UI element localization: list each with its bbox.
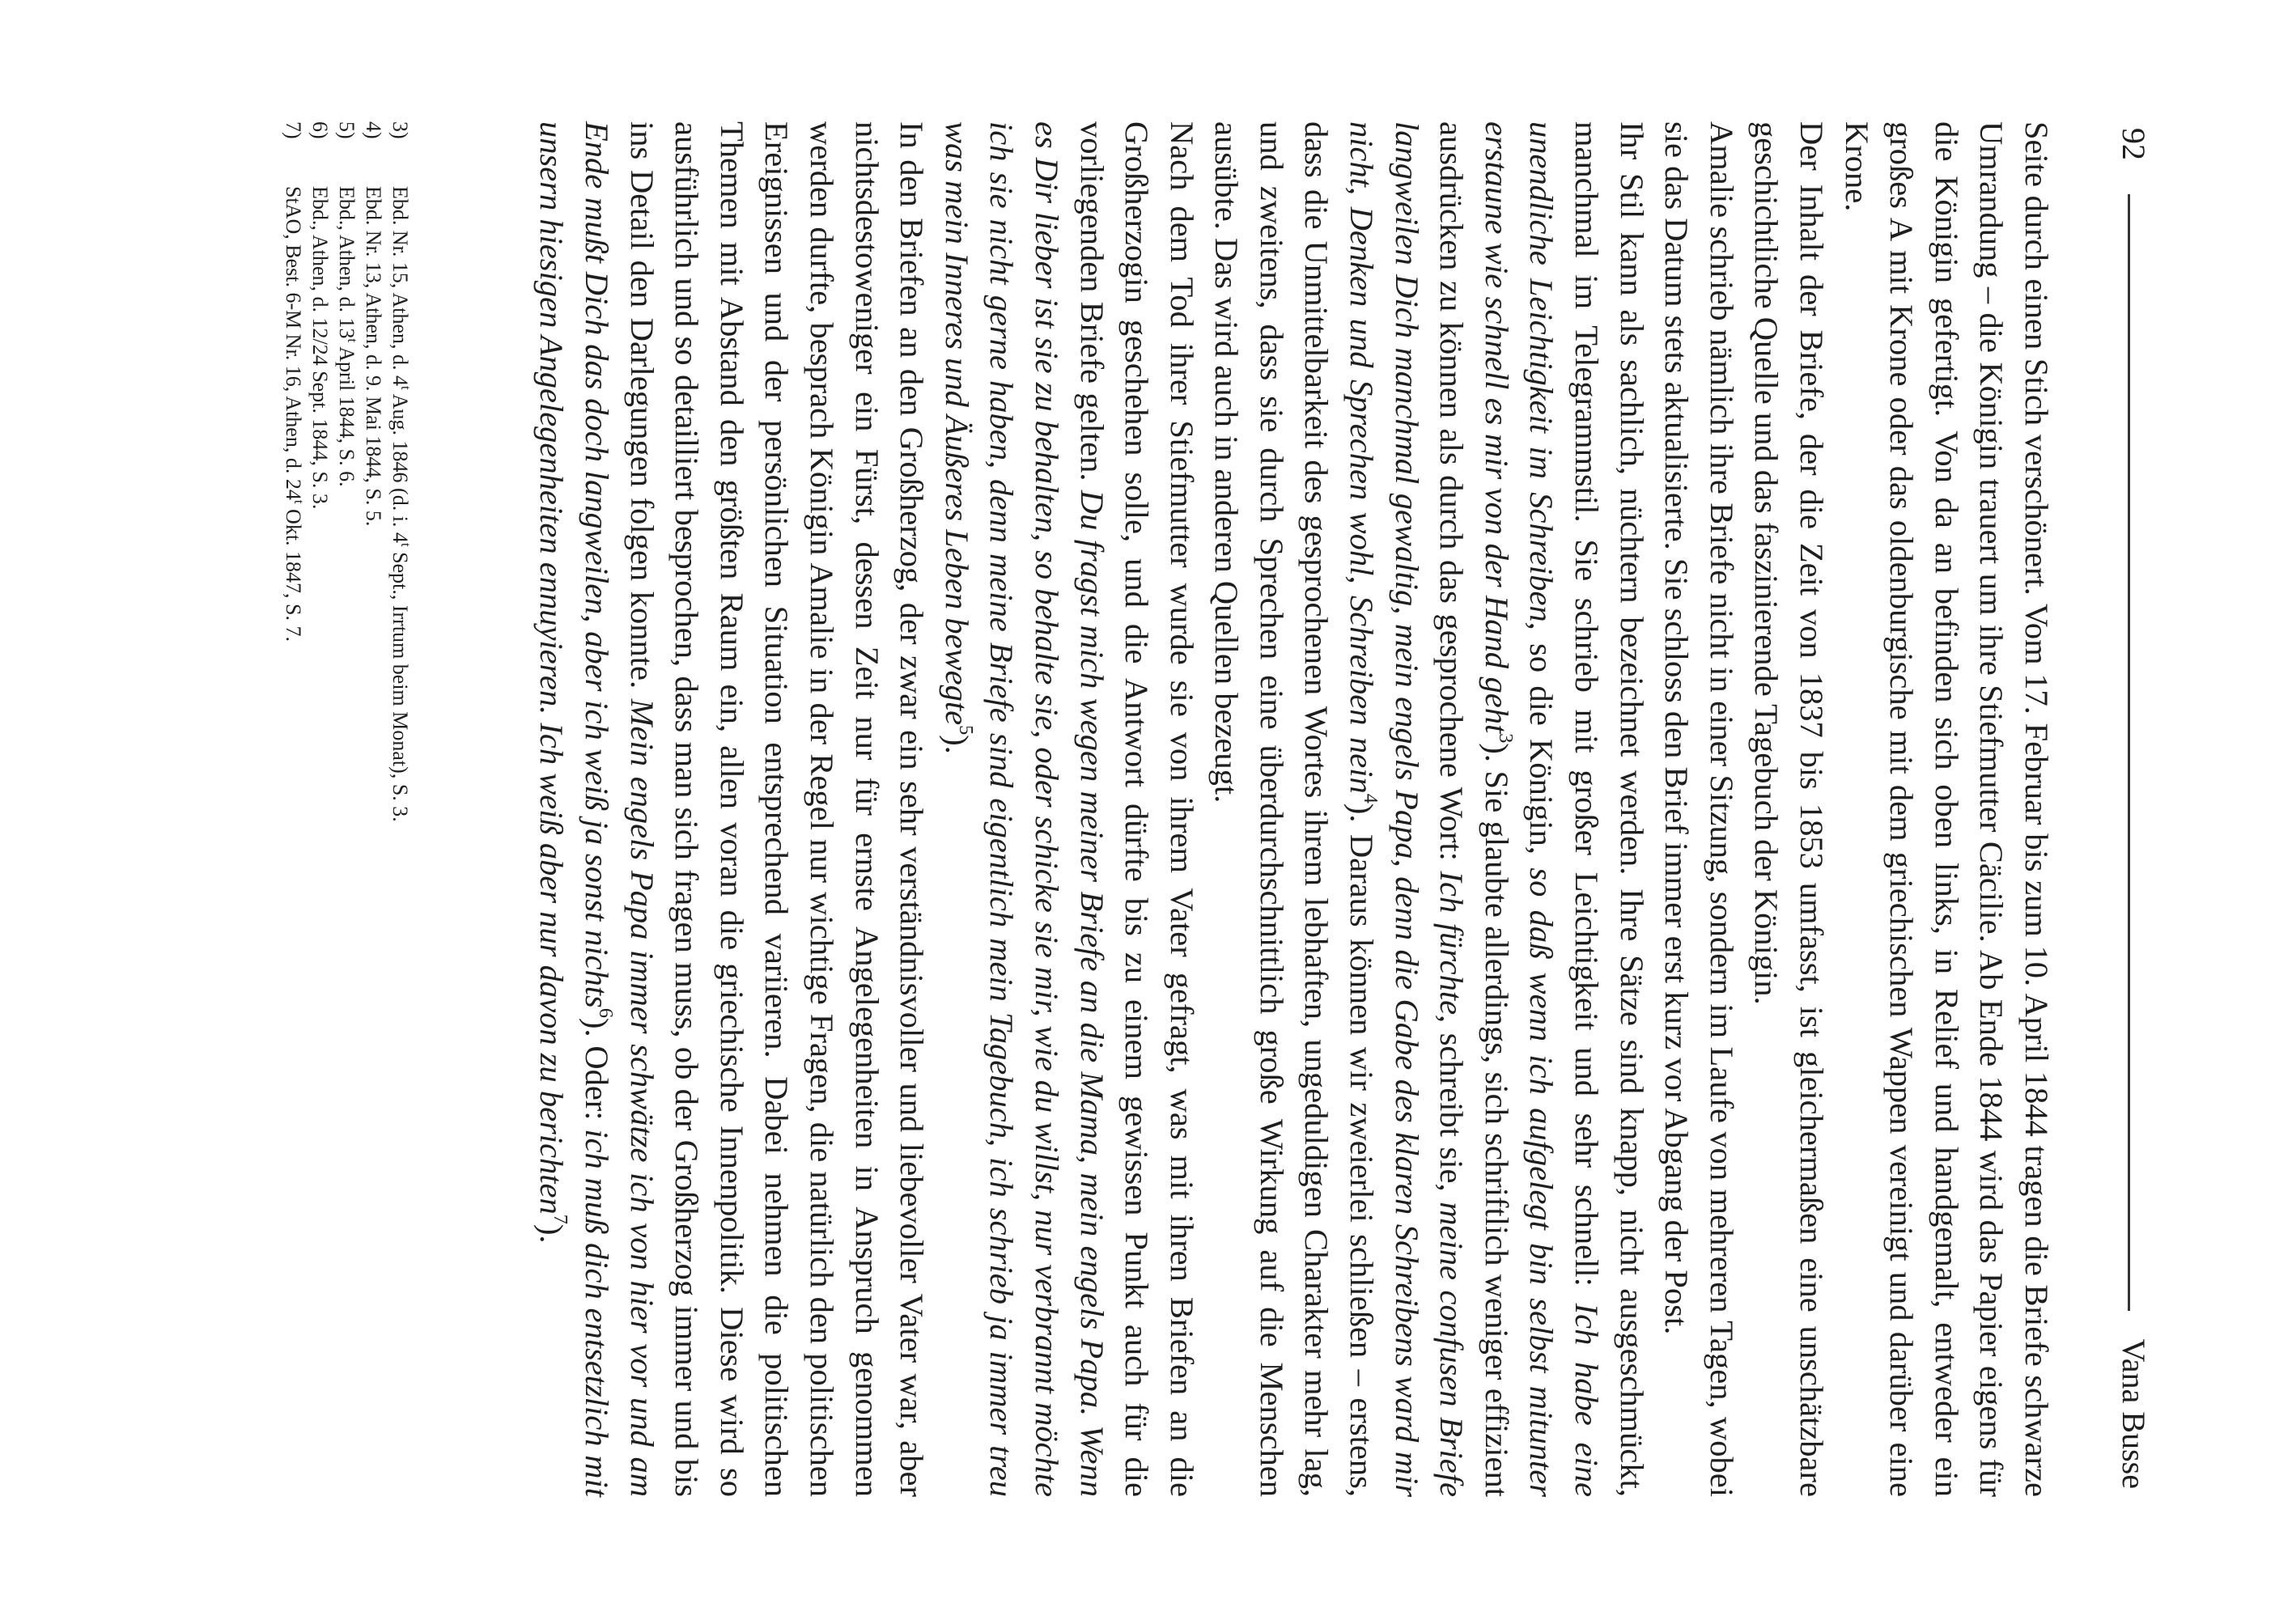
paragraph (1834, 121, 2059, 1497)
quoted-text: Ich fürchte, (1433, 871, 1471, 1024)
quoted-text: so daß wenn ich aufgelegt bin selbst mitunter erstaune wie schnell es mir von der Hand geht (1478, 121, 1560, 1497)
footnote-text (335, 186, 359, 487)
footnote-text (388, 186, 412, 822)
text-run: Sept., Irrtum beim Monat), S. 3. (388, 546, 412, 822)
running-head (2109, 121, 2158, 1497)
text-run: ). (938, 735, 975, 754)
text-run: April 1844, S. 6. (335, 342, 359, 487)
paragraph (1654, 121, 1744, 1497)
footnote-ref: 4 (1360, 793, 1382, 804)
running-head-author: Vana Busse (2116, 1338, 2152, 1489)
quoted-text: Du fragst mich wegen meiner Briefe an die Mama, mein engels Papa. Wenn es Dir lieber ist sie zu behalten, so behalte sie, oder schicke sie mir, wie du willst, nur verbrannt möchte ich sie nicht gerne haben, denn meine Briefe sind eigentlich mein Tagebuch, ich schrieb ja immer treu was mein Inneres und Äußeres Leben bewegte (938, 121, 1110, 1497)
footnote-number: 7) (282, 121, 305, 139)
footnote-ref: t (398, 386, 414, 390)
text-run: Ebd., Athen, d. 12/24 Sept. 1844, S. 3. (308, 186, 332, 510)
header-rule (2128, 194, 2130, 1311)
paragraph (529, 121, 934, 1497)
text-run: Amalie schrieb nämlich ihre Briefe nicht in einer Sitzung, sondern im Laufe von mehreren Tagen, wobei sie das Datum stets aktualisierte. Sie schloss den Brief immer erst kurz vor Abgang der Post. (1658, 121, 1740, 1497)
paragraph (1204, 121, 1654, 1497)
text-run: Nach dem Tod ihrer Stiefmutter wurde sie von ihrem Vater gefragt, was mit ihren Briefen an die Großherzogin geschehen solle, und die Antwort dürfte bis zu einem gewissen Punkt auch für die vorliegenden Briefe gelten. (1073, 121, 1200, 1497)
text-run: ). (533, 1223, 571, 1244)
text-run: In den Briefen an den Großherzog, der zwar ein sehr verständnisvoller und liebevoller Vater war, aber nichtsdestoweniger ein Fürst, dessen Zeit nur für ernste Angelegenheiten in Anspruch genommen werden durfte, besprach Königin Amalie in der Regel nur wichtige Fragen, die natürlich den politischen Ereignissen und der persönlichen Situation entsprechend variieren. Dabei nehmen die politischen Themen mit Abstand den größten Raum ein, allen voran die griechische Innenpolitik. Diese wird so ausführlich und so detailliert besprochen, dass man sich fragen muss, ob der Großherzog immer und bis ins Detail den Darlegungen folgen konnte. (623, 121, 931, 1497)
footnote-text (308, 186, 332, 509)
text-run: Ebd., Athen, d. 13 (335, 186, 359, 339)
footnote (360, 121, 387, 1497)
text-run: Aug. 1846 (d. i. 4 (388, 389, 412, 543)
footnote (307, 121, 333, 1497)
footnote-ref: 3 (1494, 733, 1517, 744)
quoted-text: Mein engels Papa immer schwätze ich von hier vor und am Ende mußt Dich das doch langweilen, aber ich weiß ja sonst nichts (579, 121, 660, 1497)
quoted-text: ich muß dich entsetzlich mit unsern hiesigen Angelegenheiten ennuyieren. Ich weiß aber nur davon zu berichten (533, 121, 615, 1497)
footnote-text (362, 186, 385, 526)
text-run: ). Oder: (579, 1017, 615, 1130)
footnote (280, 121, 307, 1497)
footnote-ref: t (398, 542, 414, 547)
footnote (387, 121, 414, 1497)
footnote-ref: 5 (954, 725, 977, 736)
paragraph (1744, 121, 1834, 1497)
footnote-number: 3) (388, 121, 412, 139)
text-run: ). Sie glaubte allerdings, sich schriftlich weniger effizient ausdrücken zu können als durch das gesprochene Wort: (1433, 121, 1515, 1497)
footnote-number: 6) (308, 121, 332, 139)
text-run: Ihr Stil kann als sachlich, nüchtern bezeichnet werden. Ihre Sätze sind knapp, nicht ausgeschmückt, manchmal im Telegrammstil. Sie schrieb mit großer Leichtigkeit und sehr schnell: (1568, 121, 1650, 1497)
footnote (333, 121, 360, 1497)
footnote-text (282, 186, 308, 642)
paragraph (934, 121, 1204, 1497)
text-run: schreibt sie, (1433, 1023, 1471, 1202)
text-run: Der Inhalt der Briefe, der die Zeit von 1837 bis 1853 umfasst, ist gleichermaßen eine unschätzbare geschichtliche Quelle und das faszinierende Tagebuch der Königin. (1748, 121, 1831, 1497)
footnote-ref: t (345, 338, 361, 343)
footnote-ref: 7 (550, 1214, 572, 1224)
body-text (529, 121, 2059, 1497)
text-run: Okt. 1847, S. 7. (282, 503, 305, 642)
footnote-number: 4) (362, 121, 385, 139)
text-run: StAO, Best. 6-M Nr. 16, Athen, d. 24 (282, 186, 305, 500)
rotated-page (134, 121, 2158, 1497)
quoted-text: meine confusen Briefe langweilen Dich manchmal gewaltig, mein engels Papa, denn die Gabe des klaren Schreibens ward mir nicht, Denken und Sprechen wohl, Schreiben nein (1343, 121, 1471, 1497)
page-number: 92 (2116, 128, 2152, 160)
footnotes (280, 121, 414, 1497)
text-run: Ebd. Nr. 15, Athen, d. 4 (388, 186, 412, 386)
footnote-number: 5) (335, 121, 359, 139)
footnote-ref: t (291, 499, 308, 504)
text-run: Ebd. Nr. 13, Athen, d. 9. Mai 1844, S. 5. (362, 186, 385, 527)
text-run: Seite durch einen Stich verschönert. Vom 17. Februar bis zum 10. April 1844 tragen die Briefe schwarze Umrandung – die Königin trauert um ihre Stiefmutter Cäcilie. Ab Ende 1844 wird das Papier eigens für die Königin gefertigt. Von da an befinden sich oben links, in Relief und handgemalt, entweder ein großes A mit Krone oder das oldenburgische mit dem griechischen Wappen vereinigt und darüber eine Krone. (1838, 121, 2055, 1497)
text-run: so die Königin, (1523, 630, 1560, 868)
footnote-ref: 6 (595, 1007, 617, 1018)
quoted-text: Ich habe eine unendliche Leichtigkeit im Schreiben, (1523, 121, 1606, 1497)
text-run: ). Daraus können wir zweierlei schließen – erstens, dass die Unmittelbarkeit des gesprochenen Wortes ihrem lebhaften, ungeduldigen Charakter mehr lag, und zweitens, dass sie durch Sprechen eine überdurchschnittlich große Wirkung auf die Menschen ausübte. Das wird auch in anderen Quellen bezeugt. (1208, 121, 1381, 1497)
